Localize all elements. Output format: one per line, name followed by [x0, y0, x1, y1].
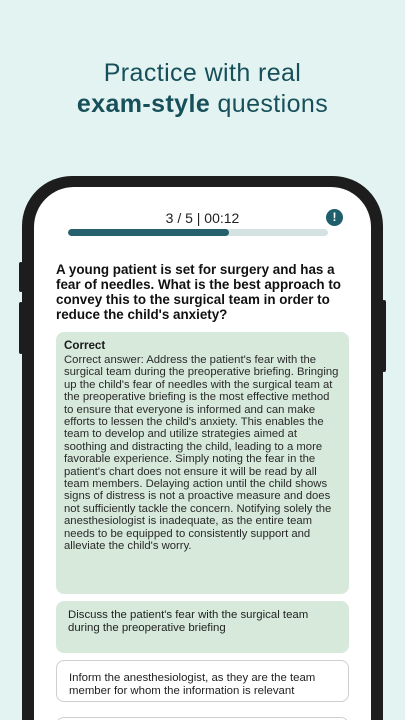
- question-text: A young patient is set for surgery and has a fear of needles. What is the best approach to convey this to the surgical team in order to reduce the child's anxiety?: [56, 262, 341, 322]
- headline-line-1: Practice with real: [103, 59, 302, 87]
- headline-line-2: [0, 89, 405, 120]
- feedback-explanation: Correct answer: Address the patient's fear with the surgical team during the preoperative briefing. Bringing up the child's fear of needles with the surgical team at the preoperative briefing is the most effective method to ensure that everyone is informed and can make efforts to lessen the child's anxiety. This enables the team to develop and utilize strategies aimed at soothing and distracting the child, leading to a more favorable experience. Simply noting the fear in the patient's chart does not ensure it will be read by all team members. Delaying action until the child shows signs of distress is not a proactive measure and does not sufficiently tackle the concern. Notifying solely the anesthesiologist is inadequate, as the entire team needs to be equipped to consistently support and alleviate the child's worry.: [64, 354, 339, 553]
- headline-rest: questions: [210, 90, 329, 118]
- promo-headline: [0, 58, 405, 120]
- progress-bar: [68, 229, 328, 236]
- quiz-top-bar: [34, 207, 371, 229]
- exclamation-icon[interactable]: !: [326, 209, 343, 226]
- phone-side-button: [19, 302, 23, 354]
- progress-bar-fill: [68, 229, 229, 236]
- answer-option-correct[interactable]: Discuss the patient's fear with the surgical team during the preoperative briefing: [56, 601, 349, 653]
- phone-power-button: [382, 300, 386, 372]
- phone-screen: [34, 187, 371, 720]
- headline-emphasis: exam-style: [76, 90, 211, 118]
- feedback-title: Correct: [64, 339, 106, 352]
- answer-option[interactable]: Inform the anesthesiologist, as they are the team member for whom the information is relevant: [56, 660, 349, 702]
- answer-feedback-card: [56, 332, 349, 594]
- phone-side-button: [19, 262, 23, 292]
- question-counter-timer: 3 / 5 | 00:12: [165, 210, 240, 226]
